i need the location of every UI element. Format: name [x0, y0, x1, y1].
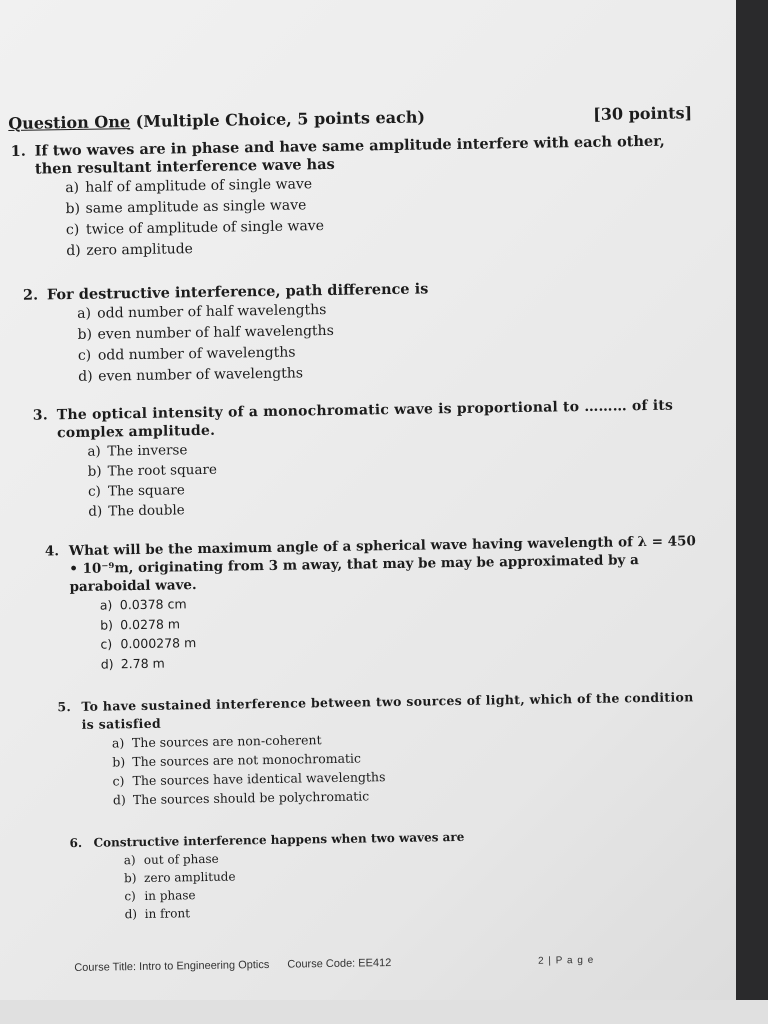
- option-list: [77, 294, 696, 388]
- question-5: [57, 688, 703, 810]
- option-text: zero amplitude: [144, 869, 236, 885]
- option-letter: c): [77, 347, 92, 364]
- option-letter: b): [65, 200, 81, 218]
- section-heading: [8, 107, 425, 133]
- option-letter: d): [112, 792, 126, 808]
- option-letter: c): [87, 483, 101, 500]
- option-letter: a): [87, 443, 101, 460]
- option-list: [87, 432, 698, 522]
- option-letter: c): [100, 636, 113, 652]
- option-text: even number of wavelengths: [98, 365, 304, 385]
- question-number: 3.: [32, 407, 48, 424]
- option-list: [65, 168, 694, 262]
- option-text: The sources have identical wavelengths: [132, 769, 386, 789]
- option-text: The sources are non-coherent: [131, 732, 322, 751]
- option-letter: d): [88, 503, 103, 520]
- option-text: odd number of wavelengths: [97, 344, 296, 364]
- option-letter: d): [100, 655, 114, 672]
- option-letter: a): [99, 597, 113, 613]
- option-list: [124, 842, 705, 923]
- question-4: [45, 532, 701, 674]
- option-letter: c): [112, 773, 125, 789]
- question-number: 4.: [44, 543, 60, 560]
- question-1: [11, 132, 695, 263]
- option-letter: c): [124, 889, 136, 904]
- question-text: For destructive interference, path difference is: [46, 280, 429, 304]
- question-6: [69, 824, 704, 924]
- option-letter: a): [77, 305, 92, 322]
- question-text: The optical intensity of a monochromatic wave is proportional to ……… of its complex amplitude.: [56, 397, 674, 442]
- question-number: 2.: [22, 286, 39, 304]
- option-text: The square: [107, 482, 185, 500]
- option-list: [100, 586, 701, 673]
- option-text: The double: [108, 502, 185, 520]
- option-letter: d): [78, 368, 93, 385]
- question-stem: [45, 532, 700, 596]
- question-2: [23, 276, 697, 389]
- course-code: Course Code: EE412: [287, 957, 392, 971]
- table-surface: [0, 1000, 768, 1024]
- question-number: 6.: [69, 835, 83, 851]
- option-text: 0.0378 cm: [119, 596, 187, 613]
- option-letter: c): [65, 221, 80, 239]
- exam-content: [8, 97, 705, 925]
- section-title: Question One: [8, 112, 131, 133]
- option-text: even number of half wavelengths: [97, 322, 334, 343]
- option-text: The sources are not monochromatic: [132, 750, 362, 770]
- option-text: 0.0278 m: [120, 615, 181, 632]
- question-3: [33, 396, 699, 522]
- total-points: [30 points]: [593, 103, 693, 124]
- option-text: zero amplitude: [86, 241, 194, 259]
- option-list: [112, 724, 703, 809]
- section-subtitle: (Multiple Choice, 5 points each): [135, 107, 426, 131]
- question-text: What will be the maximum angle of a spherical wave having wavelength of λ = 450 • 10⁻⁹m, originating from 3 m away, that may be may be approximated by a paraboidal wave.: [68, 533, 697, 596]
- option-letter: a): [123, 853, 136, 868]
- question-text: To have sustained interference between two sources of light, which of the condition is satisfied: [81, 689, 694, 732]
- option-letter: a): [65, 179, 80, 197]
- option-text: The inverse: [107, 442, 188, 460]
- question-number: 5.: [57, 699, 72, 715]
- option-text: twice of amplitude of single wave: [85, 218, 325, 238]
- option-letter: b): [100, 616, 114, 633]
- option-text: odd number of half wavelengths: [97, 302, 327, 322]
- option-text: in front: [144, 906, 191, 921]
- option-text: 2.78 m: [120, 655, 165, 671]
- option-text: same amplitude as single wave: [85, 197, 307, 217]
- option-text: 0.000278 m: [120, 635, 197, 652]
- option-text: in phase: [144, 888, 196, 903]
- page-number: 2 | P a g e: [537, 954, 595, 967]
- question-number: 1.: [10, 142, 26, 160]
- option-letter: b): [87, 463, 102, 480]
- option-text: The sources should be polychromatic: [132, 788, 370, 808]
- option-letter: b): [112, 754, 126, 770]
- option-text: half of amplitude of single wave: [85, 176, 313, 196]
- option-letter: a): [111, 735, 125, 751]
- option-letter: d): [124, 907, 138, 922]
- option-letter: b): [77, 326, 93, 343]
- question-text: If two waves are in phase and have same amplitude interfere with each other, then resultant interference wave has: [34, 132, 665, 178]
- option-text: The root square: [107, 461, 218, 480]
- option-text: out of phase: [143, 851, 219, 867]
- section-header: [8, 103, 692, 133]
- option-letter: d): [66, 242, 81, 260]
- course-title: Course Title: Intro to Engineering Optics: [74, 958, 270, 974]
- option-letter: b): [124, 871, 137, 886]
- question-text: Constructive interference happens when two waves are: [93, 829, 465, 850]
